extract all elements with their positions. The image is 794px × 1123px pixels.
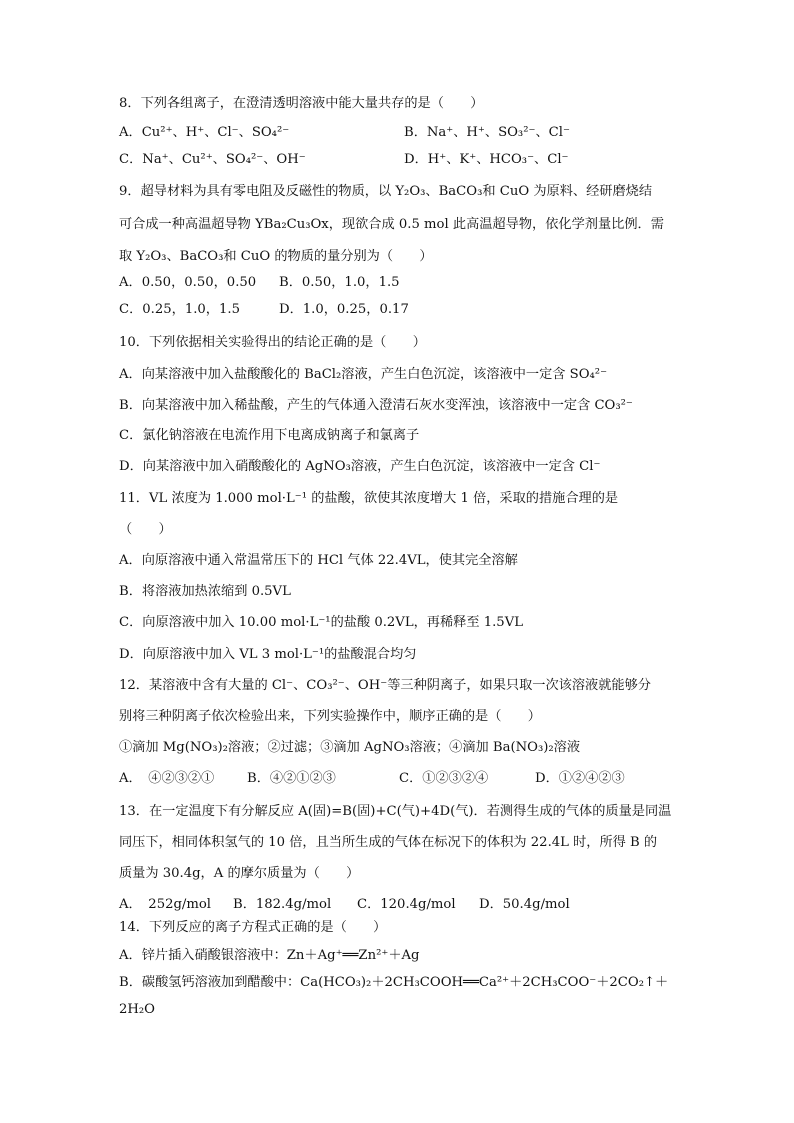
q12-option-d: D．①②④②③: [535, 771, 625, 786]
q12-stem-line1: 12．某溶液中含有大量的 Cl⁻、CO₃²⁻、OH⁻等三种阴离子，如果只取一次该溶液就能够分: [119, 678, 651, 693]
q12-stem-line2: 别将三种阴离子依次检验出来，下列实验操作中，顺序正确的是（ ）: [119, 709, 541, 724]
q14-option-b-line1: B．碳酸氢钙溶液加到醋酸中：Ca(HCO₃)₂＋2CH₃COOH══Ca²⁺＋2CH₃COO⁻＋2CO₂↑＋: [119, 975, 669, 990]
q13-option-d: D．50.4g/mol: [479, 897, 570, 912]
q11-option-b: B．将溶液加热浓缩到 0.5VL: [119, 584, 291, 599]
q12-option-b: B．④②①②③: [247, 771, 336, 786]
q8-option-c: C．Na⁺、Cu²⁺、SO₄²⁻、OH⁻: [119, 152, 306, 167]
q12-option-a: A． ④②③②①: [119, 771, 215, 786]
q13-stem-line2: 同压下，相同体积氢气的 10 倍，且当所生成的气体在标况下的体积为 22.4L 时，所得 B 的: [119, 835, 658, 850]
q10-option-c: C．氯化钠溶液在电流作用下电离成钠离子和氯离子: [119, 428, 420, 443]
q11-stem-line2: （ ）: [119, 522, 172, 537]
q11-option-a: A．向原溶液中通入常温常压下的 HCl 气体 22.4VL，使其完全溶解: [119, 553, 518, 568]
q9-options-row2: [119, 301, 519, 319]
q9-option-b: B．0.50，1.0，1.5: [279, 275, 400, 290]
q8-option-d: D．H⁺、K⁺、HCO₃⁻、Cl⁻: [404, 152, 569, 167]
q8-option-b: B．Na⁺、H⁺、SO₃²⁻、Cl⁻: [404, 125, 570, 140]
q13-options-row: [119, 896, 619, 914]
q12-stem-line3: ①滴加 Mg(NO₃)₂溶液；②过滤；③滴加 AgNO₃溶液；④滴加 Ba(NO₃)₂溶液: [119, 740, 581, 755]
q13-stem-line3: 质量为 30.4g，A 的摩尔质量为（ ）: [119, 866, 360, 881]
q8-options-row2: [119, 151, 679, 169]
q13-stem-line1: 13．在一定温度下有分解反应 A(固)=B(固)+C(气)+4D(气)．若测得生成的气体的质量是同温: [119, 804, 672, 819]
q9-stem-line1: 9．超导材料为具有零电阻及反磁性的物质，以 Y₂O₃、BaCO₃和 CuO 为原料、经研磨烧结: [119, 184, 653, 199]
q14-stem: 14．下列反应的离子方程式正确的是（ ）: [119, 920, 387, 935]
q12-options-row: [119, 770, 659, 788]
q9-option-d: D．1.0，0.25，0.17: [279, 302, 409, 317]
q9-stem-line2: 可合成一种高温超导物 YBa₂Cu₃Ox，现欲合成 0.5 mol 此高温超导物，依化学剂量比例．需: [119, 217, 664, 232]
q10-option-d: D．向某溶液中加入硝酸酸化的 AgNO₃溶液，产生白色沉淀，该溶液中一定含 Cl⁻: [119, 459, 601, 474]
q12-option-c: C．①②③②④: [399, 771, 489, 786]
q14-option-b-line2: 2H₂O: [119, 1002, 155, 1017]
q9-options-row1: [119, 274, 519, 292]
q13-option-b: B．182.4g/mol: [233, 897, 332, 912]
q9-option-c: C．0.25，1.0，1.5: [119, 302, 240, 317]
q11-stem-line1: 11．VL 浓度为 1.000 mol·L⁻¹ 的盐酸，欲使其浓度增大 1 倍，采取的措施合理的是: [119, 491, 619, 506]
q13-option-a: A． 252g/mol: [119, 897, 212, 912]
q10-option-a: A．向某溶液中加入盐酸酸化的 BaCl₂溶液，产生白色沉淀，该溶液中一定含 SO₄²⁻: [119, 367, 608, 382]
q11-option-d: D．向原溶液中加入 VL 3 mol·L⁻¹的盐酸混合均匀: [119, 647, 417, 662]
q11-option-c: C．向原溶液中加入 10.00 mol·L⁻¹的盐酸 0.2VL，再稀释至 1.5VL: [119, 615, 523, 630]
q9-stem-line3: 取 Y₂O₃、BaCO₃和 CuO 的物质的量分别为（ ）: [119, 249, 433, 264]
q10-option-b: B．向某溶液中加入稀盐酸，产生的气体通入澄清石灰水变浑浊，该溶液中一定含 CO₃²⁻: [119, 398, 633, 413]
q8-options-row1: [119, 124, 679, 142]
q8-stem: 8．下列各组离子，在澄清透明溶液中能大量共存的是（ ）: [119, 96, 484, 111]
q13-option-c: C．120.4g/mol: [357, 897, 456, 912]
q8-option-a: A．Cu²⁺、H⁺、Cl⁻、SO₄²⁻: [119, 125, 290, 140]
q9-option-a: A．0.50，0.50，0.50: [119, 275, 257, 290]
q10-stem: 10．下列依据相关实验得出的结论正确的是（ ）: [119, 335, 426, 350]
q14-option-a: A．锌片插入硝酸银溶液中：Zn＋Ag⁺══Zn²⁺＋Ag: [119, 948, 420, 963]
